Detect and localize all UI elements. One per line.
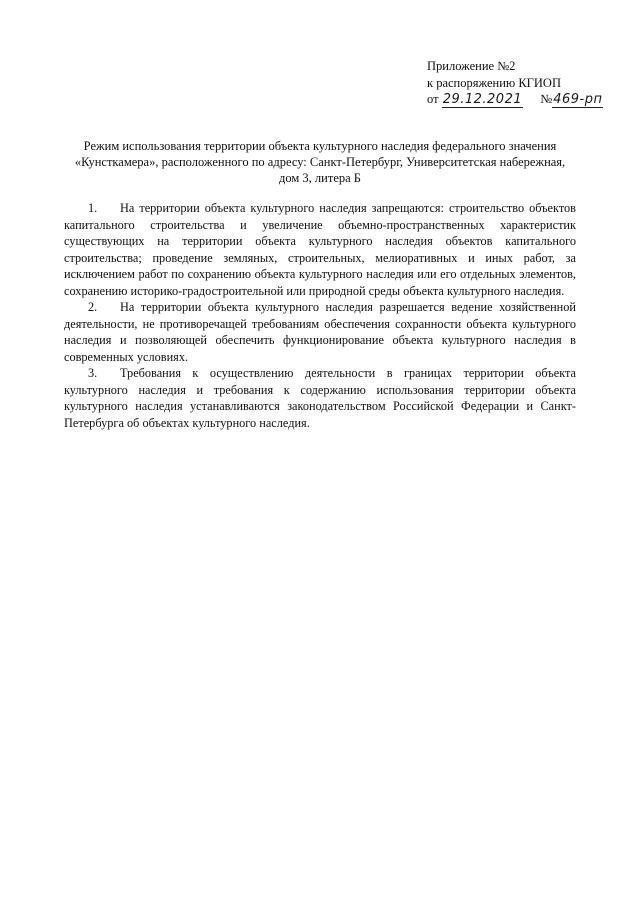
paragraph-number: 3. bbox=[88, 366, 98, 380]
paragraph-text: На территории объекта культурного наследия разрешается ведение хозяйственной деятельности, не противоречащей требованиям обеспечения сохранности объекта культурного наследия и позволяющей обеспечить функционирование объекта культурного наследия в современных условиях. bbox=[64, 300, 576, 364]
title-line-2: «Кунсткамера», расположенного по адресу: Санкт-Петербург, Университетская набережная, bbox=[74, 155, 566, 169]
paragraph-3 bbox=[64, 365, 576, 431]
paragraph-2 bbox=[64, 299, 576, 365]
document-title bbox=[64, 138, 576, 186]
paragraph-number: 1. bbox=[88, 201, 98, 215]
handwritten-date: 29.12.2021 bbox=[442, 92, 523, 107]
order-reference: к распоряжению КГИОП bbox=[427, 75, 561, 90]
paragraph-text: Требования к осуществлению деятельности в границах территории объекта культурного наследия и требования к содержанию использования территории объекта культурного наследия устанавливаются законодательством Российской Федерации и Санкт-Петербурга об объектах культурного наследия. bbox=[64, 366, 576, 430]
title-line-3: дом 3, литера Б bbox=[279, 171, 361, 185]
order-date-number bbox=[427, 91, 603, 109]
handwritten-number: 469-рп bbox=[553, 92, 603, 107]
paragraph-number: 2. bbox=[88, 300, 98, 314]
paragraph-text: На территории объекта культурного наследия запрещаются: строительство объектов капитального строительства и увеличение объемно-пространственных характеристик существующих на территории объекта культурного наследия объектов капитального строительства; проведение земляных, строительных, мелиоративных и иных работ, за исключением работ по сохранению объекта культурного наследия или его отдельных элементов, сохранению историко-градостроительной или природной среды объекта культурного наследия. bbox=[64, 201, 576, 298]
appendix-header bbox=[427, 58, 603, 109]
appendix-label: Приложение №2 bbox=[427, 59, 516, 73]
title-line-1: Режим использования территории объекта культурного наследия федерального значения bbox=[83, 139, 557, 153]
document-body bbox=[64, 200, 576, 431]
number-prefix: № bbox=[540, 92, 553, 106]
date-prefix: от bbox=[427, 92, 439, 106]
paragraph-1 bbox=[64, 200, 576, 299]
